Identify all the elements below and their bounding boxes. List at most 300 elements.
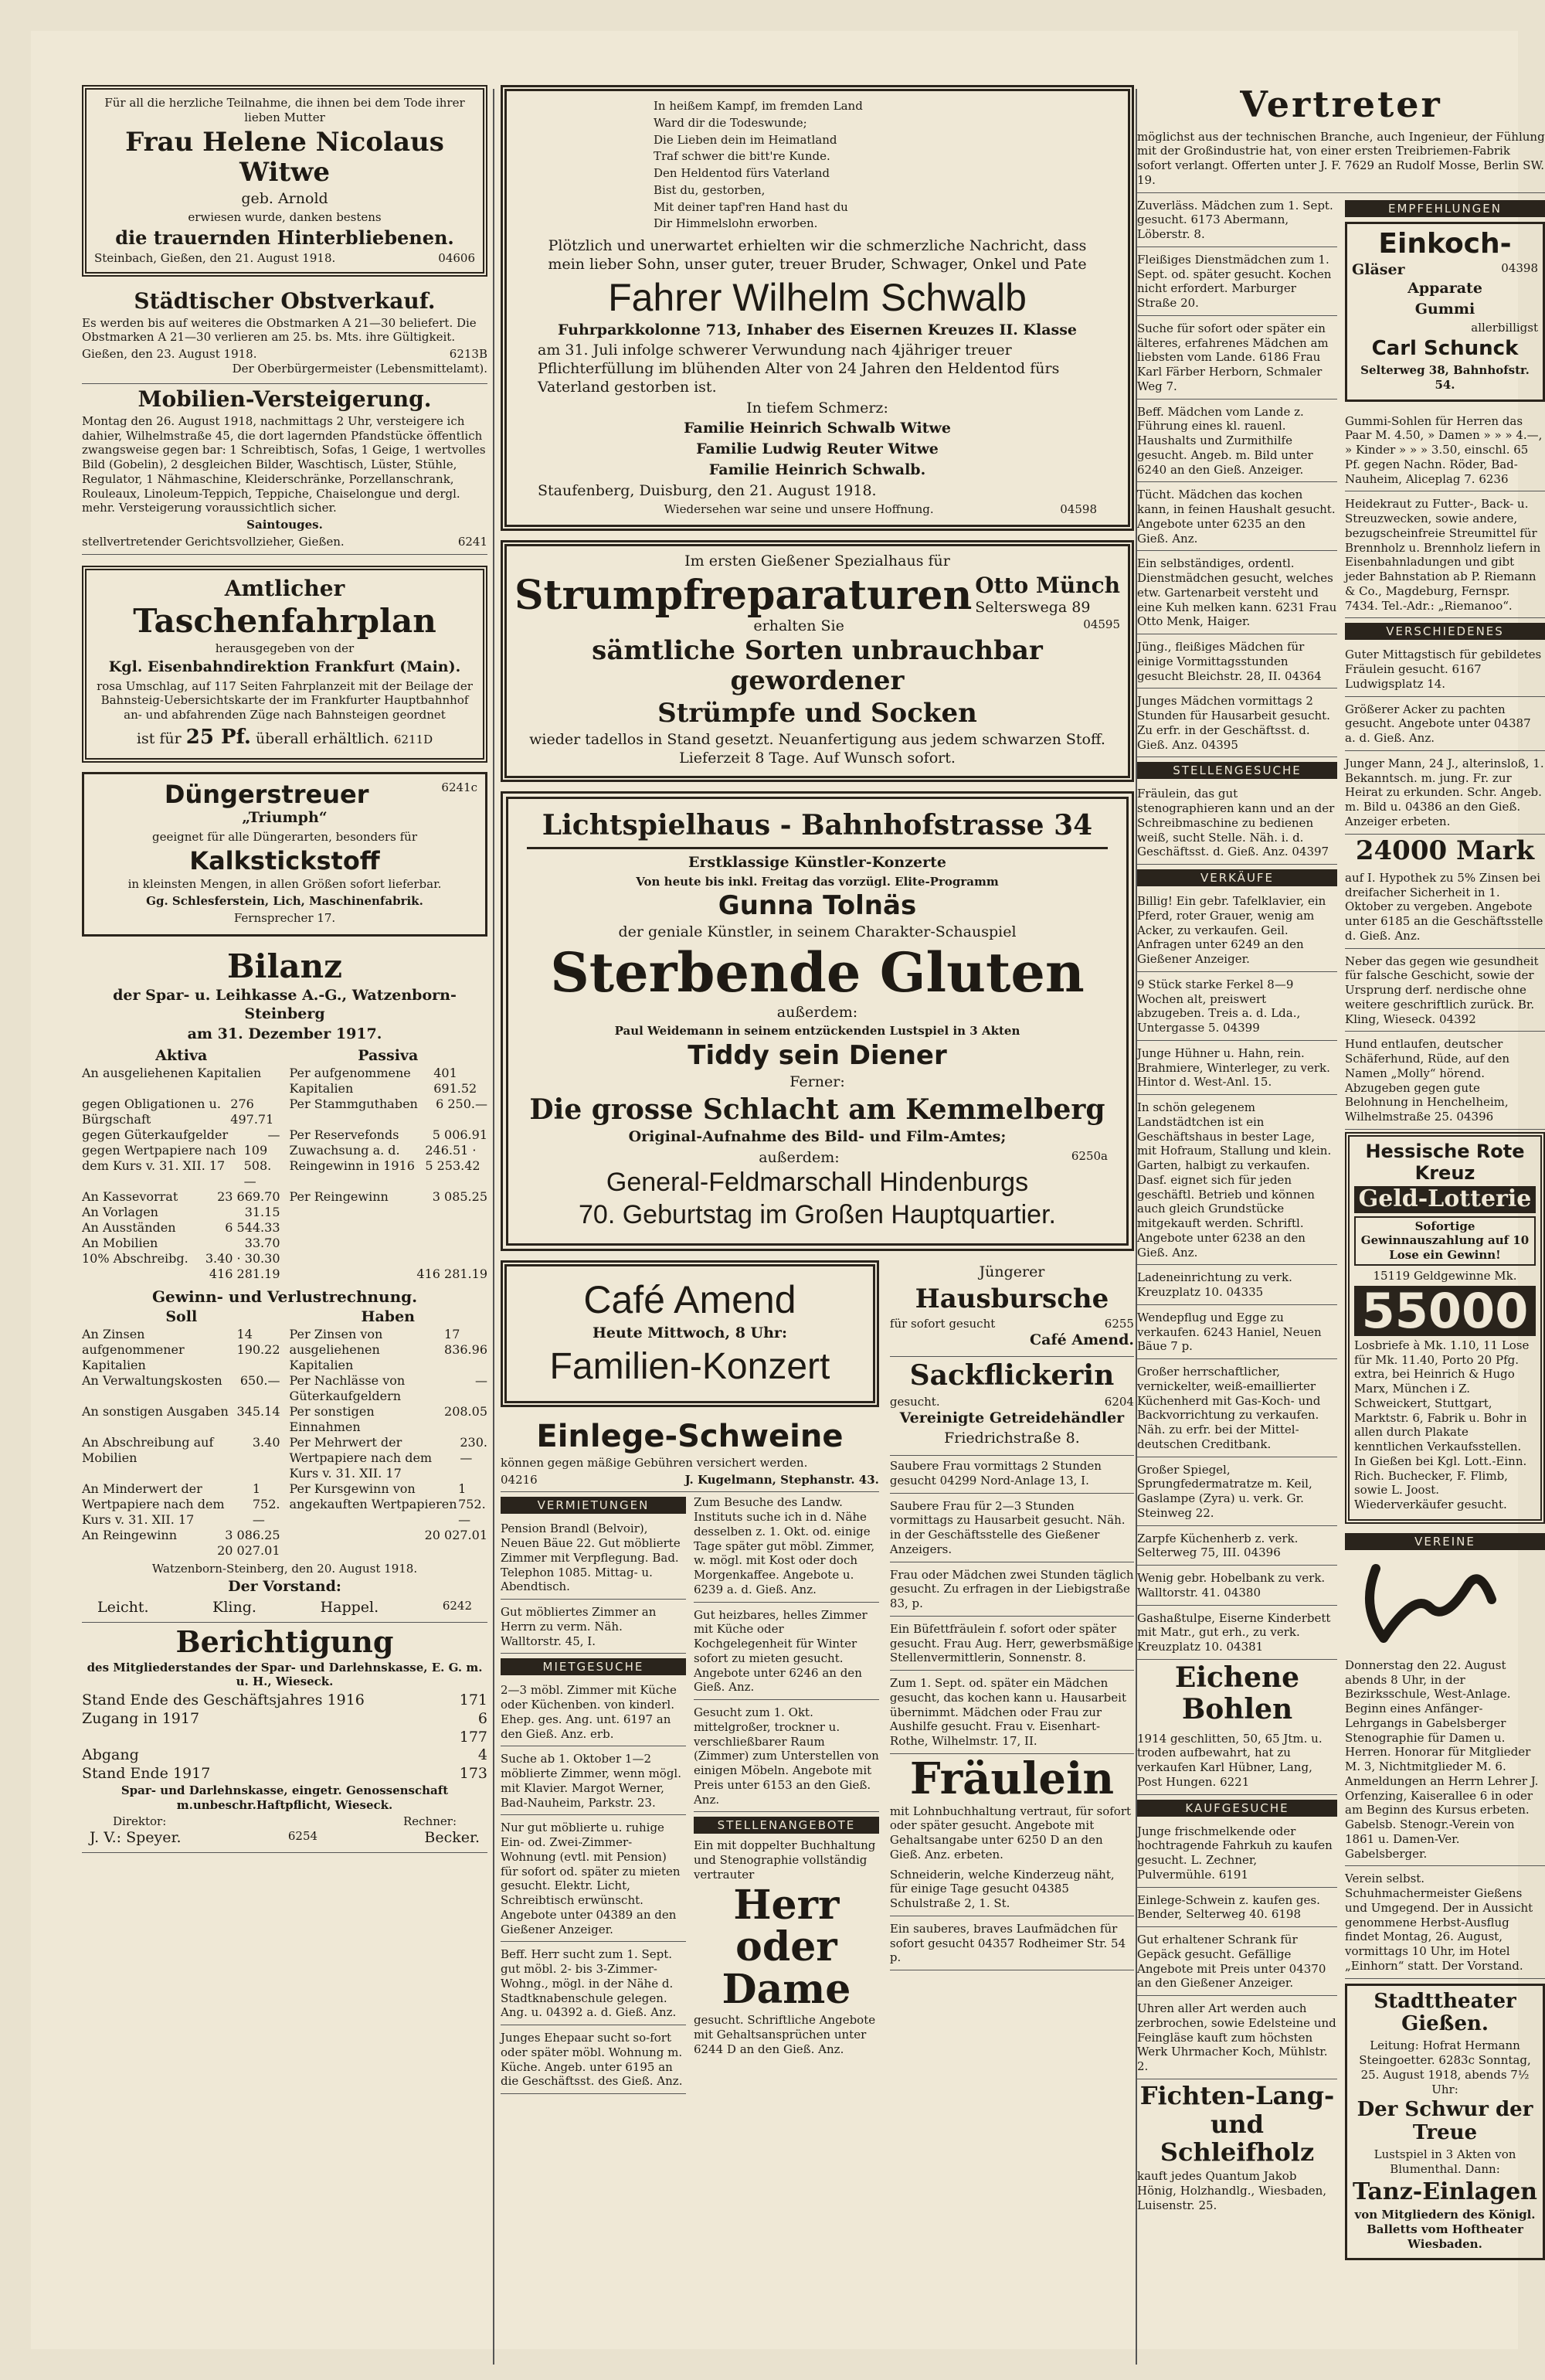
hausbursche-ad [890, 1260, 1134, 1357]
soll-label: An Verwaltungskosten [82, 1372, 222, 1388]
kino-f3: Die grosse Schlacht am Kemmelberg [529, 1093, 1105, 1127]
rentals [501, 1492, 879, 2096]
aktiva-label: gegen Güterkaufgelder [82, 1127, 229, 1142]
stellen-item: Frau oder Mädchen zwei Stunden täglich gesucht. Zu erfragen in der Liebigstraße 83, p. [890, 1565, 1134, 1617]
vermietung-item: Pension Brandl (Belvoir), Neuen Bäue 22. Gut möblierte Zimmer mit Verpflegung. Bad. Telephon 1085. Mittag- u. Abendtisch. [501, 1518, 686, 1600]
fahrplan-org: Kgl. Eisenbahndirektion Frankfurt (Main). [108, 658, 461, 675]
passiva-value: 246.51 · 5 253.42 [425, 1142, 480, 1173]
job-ad-item: Jüng., fleißiges Mädchen für einige Vormittagsstunden gesucht Bleichstr. 28, II. 04364 [1137, 637, 1337, 688]
job-ad-item: Junges Mädchen vormittags 2 Stunden für Hausarbeit gesucht. Zu erfr. in der Geschäftsst. d. Gieß. Anz. 04395 [1137, 691, 1337, 757]
haben-value: 230.— [460, 1434, 487, 1465]
lotto-title: Hessische Rote Kreuz [1365, 1140, 1525, 1184]
haben-value: 1 752.— [458, 1481, 486, 1527]
bericht-value: 173 [459, 1765, 487, 1783]
duenger-ad [82, 772, 487, 936]
verkauf-item: Großer herrschaftlicher, vernickelter, weiß-emaillierter Küchenherd mit Gas-Koch- und Backvorrichtung zu verkaufen. Näh. zu erfr. bei der Mittel-deutschen Creditbank. [1137, 1362, 1337, 1457]
aktiva-value: 416 281.19 [209, 1266, 280, 1281]
theater-title: Stadttheater Gießen. [1374, 1989, 1516, 2036]
passiva-row [290, 1251, 488, 1266]
stellen-item: Ein Büfettfräulein f. sofort oder später gesucht. Frau Aug. Herr, gewerbsmäßige Stellenvermittlerin, Sonnenstr. 8. [890, 1619, 1134, 1671]
born-name: geb. Arnold [241, 189, 328, 207]
einkoch-apparate: Apparate [1407, 279, 1482, 297]
aktiva-label: An ausgeliehenen Kapitalien [82, 1065, 262, 1080]
soll-row [82, 1404, 280, 1435]
passiva-row [290, 1236, 488, 1251]
job-ad-item: Zuverläss. Mädchen zum 1. Sept. gesucht. 6173 Abermann, Löberstr. 8. [1137, 196, 1337, 247]
col3-left [1137, 196, 1337, 2270]
strumpf-big: Strumpfreparaturen [514, 571, 973, 619]
ad-code: 04216 [501, 1472, 538, 1487]
bericht-label: Stand Ende 1917 [82, 1765, 211, 1783]
fichten-title: Fichten-Lang- und Schleifholz [1139, 2080, 1335, 2168]
ad-code: 04606 [438, 250, 475, 265]
passiva-label: Per Reingewinn [289, 1188, 389, 1204]
bericht-footer: Spar- und Darlehnskasse, eingetr. Genossenschaft m.unbeschr.Haftpflicht, Wieseck. [121, 1783, 449, 1812]
kino-orig: Original-Aufnahme des Bild- und Film-Amtes; [628, 1128, 1007, 1146]
vereine-header: VEREINE [1345, 1533, 1545, 1550]
fahrplan-ad [82, 566, 487, 763]
theater-ad [1345, 1984, 1545, 2261]
haus-big: Hausbursche [915, 1283, 1109, 1314]
sack-street: Friedrichstraße 8. [944, 1430, 1080, 1447]
bericht-value: 177 [459, 1728, 487, 1746]
price: 25 Pf. [185, 725, 251, 749]
bohlen-title: Eichene Bohlen [1174, 1661, 1300, 1726]
passiva-row [290, 1066, 488, 1096]
kaufgesuche [1137, 1821, 1337, 2079]
column-3 [1137, 85, 1545, 2365]
haben-row [290, 1528, 488, 1543]
einkoch-glaeser: Gläser [1352, 261, 1405, 279]
cafe-name: Café Amend [583, 1278, 796, 1322]
soll-row [82, 1528, 280, 1543]
aktiva-value: 31.15 [244, 1204, 280, 1219]
col2-lower [501, 1260, 1134, 2096]
verschiedenes-item: Guter Mittagstisch für gebildetes Fräulein gesucht. 6167 Ludwigsplatz 14. [1345, 644, 1545, 696]
aktiva-row [82, 1251, 280, 1266]
poem-line: Bist du, gestorben, [654, 182, 766, 197]
haben-label: Per Mehrwert der Wertpapiere nach dem Kurs v. 31. XII. 17 [289, 1434, 433, 1481]
lotto-geld: Geld-Lotterie [1354, 1186, 1536, 1213]
herr-body: gesucht. Schriftliche Angebote mit Gehaltsansprüchen unter 6244 D an den Gieß. Anz. [693, 2013, 876, 2056]
soll-value: 650.— [239, 1372, 280, 1388]
theater-d: von Mitgliedern des Königl. Balletts vom Hoftheater Wiesbaden. [1354, 2208, 1536, 2251]
bericht-row [82, 1746, 487, 1765]
newspaper-page [31, 31, 1545, 2349]
verkauf-item: Zarpfe Küchenherb z. verk. Selterweg 75, III. 04396 [1137, 1528, 1337, 1566]
haben-value: — [475, 1372, 487, 1388]
aktiva-value: 276 497.71 [230, 1096, 274, 1127]
haben-head: Haben [361, 1307, 415, 1325]
soll-row [82, 1373, 280, 1404]
schwalb-body: am 31. Juli infolge schwerer Verwundung nach 4jähriger treuer Pflichterfüllung im blühenden Alter von 24 Jahren den Heldentod fürs Vaterland gestorben ist. [538, 342, 1060, 396]
direktor-name: J. V.: Speyer. [90, 1829, 182, 1847]
col2-lower-left [501, 1260, 879, 2096]
ad-code: 04598 [1060, 502, 1097, 517]
aktiva-label: An Ausständen [82, 1219, 176, 1235]
haben-label: Per Zinsen von ausgeliehenen Kapitalien [289, 1326, 383, 1372]
haben-value: 17 836.96 [444, 1326, 487, 1357]
family-line: Familie Heinrich Schwalb. [708, 461, 926, 478]
job-ad-item: Tücht. Mädchen das kochen kann, in feinen Haushalt gesucht. Angebote unter 6235 an den Gieß. Anz. [1137, 484, 1337, 551]
kino-film: Sterbende Gluten [550, 940, 1085, 1005]
verein-item: Verein selbst. Schuhmachermeister Gießens und Umgegend. Der in Aussicht genommene Herbst-Ausflug findet Montag, 26. August, vormittags 10 Uhr, im Hotel „Einhorn“ statt. Der Vorstand. [1345, 1868, 1545, 1978]
kino-ad [501, 791, 1134, 1251]
gummi-sohlen-ad: Gummi-Sohlen für Herren das Paar M. 4.50, » Damen » » » 4.—, » Kinder » » » 3.50, einschl. 65 Pf. gegen Nachn. Röder, Bad-Nauheim, Aliceplag 7. 6236 [1345, 411, 1545, 492]
stenography-mark [1345, 1561, 1515, 1646]
stellen-item: Saubere Frau vormittags 2 Stunden gesucht 04299 Nord-Anlage 13, I. [890, 1456, 1134, 1494]
soll-label: An sonstigen Ausgaben [82, 1403, 229, 1419]
mietgesuche-header: MIETGESUCHE [501, 1658, 686, 1675]
passiva-value: 416 281.19 [416, 1266, 487, 1281]
soll-label: An Minderwert der Wertpapiere nach dem Kurs v. 31. XII. 17 [82, 1481, 225, 1527]
soll-value: 345.14 [236, 1403, 280, 1419]
job-ad-item: Beff. Mädchen vom Lande z. Führung eines kl. rauenl. Haushalts und Zurmithilfe gesucht. Angeb. m. Bild unter 6240 an den Gieß. Anzeiger. [1137, 402, 1337, 483]
verschiedenes [1345, 644, 1545, 834]
aktiva-row [82, 1143, 280, 1189]
soll-row [82, 1481, 280, 1528]
bilanz [82, 946, 487, 1623]
ad-code: 6211D [393, 732, 433, 746]
ad-code: 6254 [287, 1829, 318, 1844]
fraeulein-body: mit Lohnbuchhaltung vertraut, für sofort oder später gesucht. Angebote mit Gehaltsangabe unter 6250 D an den Gieß. Anz. erbeten. [889, 1804, 1132, 1862]
poem [538, 99, 1097, 231]
schwalb-place: Staufenberg, Duisburg, den 21. August 1918. [538, 481, 877, 499]
soll-value: 1 752.— [252, 1481, 280, 1527]
lotterie-ad [1345, 1132, 1545, 1524]
ad-code: 04595 [1083, 617, 1120, 631]
soll-value: 14 190.22 [236, 1326, 280, 1357]
obst-body: Es werden bis auf weiteres die Obstmarken A 21—30 beliefert. Die Obstmarken A 21—30 verlieren am 25. bs. Mts. ihre Gültigkeit. [82, 315, 477, 345]
einkoch-ad [1345, 222, 1545, 402]
column-1 [82, 85, 487, 2365]
death-notice-nicolaus [82, 85, 487, 277]
verkauf-item: In schön gelegenem Landstädtchen ist ein Geschäftshaus in bester Lage, mit Hofraum, Stallung und klein. Garten, halbigt zu verkaufen. Dasf. eignet sich für jeden geschäftl. Betrieb und können auch gleich Grundstücke mitgekauft werden. Schriftl. Angebote unter 6238 an den Gieß. Anz. [1137, 1097, 1337, 1265]
ad-code: 6204 [1104, 1394, 1134, 1409]
column-2 [501, 85, 1134, 2365]
soll-row [82, 1543, 280, 1559]
sack-ad [890, 1357, 1134, 1456]
schneiderin-ad: Schneiderin, welche Kinderzeug näht, für einige Tage gesucht 04385 Schulstraße 2, 1. St. [890, 1865, 1134, 1916]
job-ads [1137, 196, 1337, 758]
soll-row [82, 1435, 280, 1481]
soll-value: 3 086.25 [225, 1527, 280, 1542]
notice-text: erwiesen wurde, danken bestens [188, 210, 382, 225]
passiva-value: 3 085.25 [432, 1188, 487, 1204]
ad-code: 6241c [441, 780, 477, 795]
duenger-line: in kleinsten Mengen, in allen Größen sofort lieferbar. [127, 877, 442, 892]
bilanz-title: Bilanz [226, 947, 342, 985]
mietgesuche [501, 1680, 686, 2094]
verkauf-item: Wenig gebr. Hobelbank zu verk. Walltorstr. 41. 04380 [1137, 1568, 1337, 1606]
theater-body: Leitung: Hofrat Hermann Steingoetter. 6283c Sonntag, 25. August 1918, abends 7½ Uhr: [1359, 2038, 1531, 2096]
kino-f2: Tiddy sein Diener [688, 1040, 947, 1072]
bericht-row [82, 1729, 487, 1747]
price-pre: ist für [136, 729, 182, 747]
verkaeufe [1137, 891, 1337, 1660]
col3-right [1345, 196, 1545, 2270]
aktiva-row [82, 1189, 280, 1205]
kaufgesuch-item: Uhren aller Art werden auch zerbrochen, sowie Edelsteine und Feingläse kauft zum höchsten Werk Uhrmacher Koch, Mühlstr. 2. [1137, 1998, 1337, 2079]
haus-body: für sofort gesucht [889, 1316, 996, 1331]
schwalb-unit: Fuhrparkkolonne 713, Inhaber des Eisernen Kreuzes II. Klasse [558, 321, 1077, 338]
kino-ferner: Ferner: [789, 1073, 845, 1091]
soll-value: 20 027.01 [217, 1542, 280, 1558]
bericht-row [82, 1692, 487, 1710]
mobilien-sign: stellvertretender Gerichtsvollzieher, Gießen. [82, 534, 345, 549]
aktiva-row [82, 1096, 280, 1127]
passiva-row [290, 1127, 488, 1143]
haus-who: Café Amend. [1030, 1331, 1134, 1348]
strumpf-top: Im ersten Gießener Spezialhaus für [684, 552, 950, 570]
kino-prog: Von heute bis inkl. Freitag das vorzügl. Elite-Programm [636, 874, 999, 889]
strumpf-firm: Otto Münch [975, 573, 1120, 599]
aktiva-label: An Kassevorrat [82, 1188, 178, 1204]
bericht-label: Stand Ende des Geschäftsjahres 1916 [82, 1692, 365, 1709]
passiva-row [290, 1205, 488, 1220]
kino-l1: Paul Weidemann in seinem entzückenden Lustspiel in 3 Akten [614, 1024, 1020, 1039]
haben-row [290, 1327, 488, 1373]
death-notice-schwalb [501, 85, 1134, 531]
bericht-value: 171 [459, 1692, 487, 1709]
ad-code: 6241 [457, 534, 487, 549]
cafe-ad [501, 1260, 879, 1407]
stellen-item: Saubere Frau für 2—3 Stunden vormittags zu Hausarbeit gesucht. Näh. in der Geschäftsstelle des Gießener Anzeigers. [890, 1496, 1134, 1562]
verschiedenes-item: Junger Mann, 24 J., alterinsloß, 1. Bekanntsch. m. jung. Fr. zur Heirat zu erkunden. Schr. Angeb. m. Bild u. 04386 an den Gieß. Anzeiger erbeten. [1345, 753, 1545, 835]
aktiva-row [82, 1236, 280, 1251]
soll-label: An Reingewinn [82, 1527, 178, 1542]
mid-ads [694, 1492, 879, 1812]
verschiedenes-header: VERSCHIEDENES [1345, 623, 1545, 640]
aktiva-head: Aktiva [155, 1047, 208, 1065]
poem-line: Mit deiner tapf'ren Hand hast du [654, 199, 848, 214]
haben-row [290, 1543, 488, 1559]
duenger-line: geeignet für alle Düngerarten, besonders für [151, 829, 417, 844]
bericht-label: Zugang in 1917 [82, 1709, 200, 1727]
bilanz-date: am 31. Dezember 1917. [187, 1025, 382, 1043]
duenger-firm: Gg. Schlesferstein, Lich, Maschinenfabrik. [146, 894, 423, 909]
verkauf-item: Wendepflug und Egge zu verkaufen. 6243 Haniel, Neuen Bäue 7 p. [1137, 1307, 1337, 1359]
poem-line: Ward dir die Todeswunde; [654, 115, 807, 130]
haben-label: Per Kursgewinn von angekauften Wertpapieren [289, 1481, 457, 1511]
ad-code: 6213B [449, 347, 487, 362]
kino-konz: Erstklassige Künstler-Konzerte [688, 853, 946, 871]
ad-code: 6255 [1104, 1316, 1134, 1331]
rentals-left [501, 1492, 686, 2096]
passiva-row [290, 1143, 488, 1189]
aktiva-value: — [267, 1127, 280, 1142]
strumpf-get: erhalten Sie [753, 617, 844, 634]
verschiedenes-item: Größerer Acker zu pachten gesucht. Angebote unter 04387 a. d. Gieß. Anz. [1345, 699, 1545, 751]
mietgesuch-item: Junges Ehepaar sucht so-fort oder später möbl. Wohnung m. Küche. Angeb. unter 6195 an die Geschäftsst. des Gieß. Anz. [501, 2028, 686, 2094]
haben-row [290, 1435, 488, 1481]
fahrplan-body: rosa Umschlag, auf 117 Seiten Fahrplanzeit mit der Beilage der Bahnsteig-Uebersichtskarte der im Frankfurter Hauptbahnhof an- und abfahrenden Züge nach Bahnsteigen geordnet [97, 678, 473, 722]
kalkstickstoff: Kalkstickstoff [189, 845, 380, 876]
bericht-sub: des Mitgliederstandes der Spar- und Darlehnskasse, E. G. m. u. H., Wieseck. [87, 1660, 483, 1689]
poem-line: Den Heldentod fürs Vaterland [654, 166, 830, 180]
poem-line: Dir Himmelslohn erworben. [654, 216, 818, 231]
kaufgesuch-item: Gut erhaltener Schrank für Gepäck gesucht. Gefällige Angebote mit Preis unter 04370 an den Gießener Anzeiger. [1137, 1930, 1337, 1996]
schwalb-grief: In tiefem Schmerz: [746, 399, 888, 416]
soll-label: An Abschreibung auf Mobilien [82, 1434, 214, 1465]
strumpf-body: wieder tadellos in Stand gesetzt. Neuanfertigung aus jedem schwarzen Stoff. Lieferzeit 8 Tage. Auf Wunsch sofort. [529, 730, 1105, 767]
schweine-who: J. Kugelmann, Stephanstr. 43. [684, 1472, 879, 1487]
passiva-label: Per aufgenommene Kapitalien [289, 1065, 411, 1096]
lotto-body: Losbriefe à Mk. 1.10, 11 Lose für Mk. 11.40, Porto 20 Pfg. extra, bei Heinrich & Hugo Marx, München i Z. Schweickert, Stuttgart, Marktstr. 6, Fabrik u. Bohr in allen durch Plakate kenntlichen Verkaufsstellen. In Gießen bei Kgl. Lott.-Einn. Rich. Buchecker, F. Flimb, sowie L. Joost. Wiederverkäufer gesucht. [1354, 1338, 1530, 1511]
strumpf-line1: sämtliche Sorten unbrauchbar gewordener [592, 634, 1043, 696]
haben-label: Per sonstigen Einnahmen [289, 1403, 375, 1434]
soll-row [82, 1327, 280, 1373]
job-ad-item: Ein selbständiges, ordentl. Dienstmädchen gesucht, welches etw. Gartenarbeit versteht und eine Kuh melken kann. 6231 Frau Otto Menk, Haiger. [1137, 553, 1337, 634]
verkauf-item: Großer Spiegel, Sprungfedermatratze m. Keil, Gaslampe (Zyra) u. verk. Gr. Steinweg 22. [1137, 1460, 1337, 1526]
strumpf-line2: Strümpfe und Socken [657, 697, 977, 729]
mobilien-notice [82, 384, 487, 555]
einkoch-gummi: Gummi [1414, 300, 1475, 318]
haben-row [290, 1481, 488, 1528]
bericht-label: Abgang [82, 1746, 139, 1764]
lotto-amount: 55000 [1354, 1286, 1536, 1336]
ad-code: 6242 [442, 1599, 472, 1613]
rechner-name: Becker. [424, 1829, 480, 1847]
strumpf-street: Selterswega 89 [975, 598, 1091, 616]
kino-also: außerdem: [776, 1003, 858, 1021]
obst-title: Städtischer Obstverkauf. [134, 287, 436, 314]
laufmaedchen-ad: Ein sauberes, braves Laufmädchen für sofort gesucht 04357 Rodheimer Str. 54 p. [890, 1919, 1134, 1970]
verkauf-item: Junge Hühner u. Hahn, rein. Brahmiere, Winterleger, zu verk. Hintor d. West-Anl. 15. [1137, 1043, 1337, 1095]
vorstand: Der Vorstand: [228, 1578, 341, 1596]
bericht-row [82, 1765, 487, 1783]
schwalb-end: Wiedersehen war seine und unsere Hoffnung. [664, 502, 934, 517]
sack-body: gesucht. [889, 1394, 940, 1409]
lotto-count: 15119 Geldgewinne Mk. [1373, 1268, 1517, 1283]
rechner-label: Rechner: [403, 1814, 457, 1829]
aktiva-label: 10% Abschreibg. [82, 1250, 188, 1266]
kino-f4a: General-Feldmarschall Hindenburgs [606, 1167, 1029, 1197]
vertreter-body: möglichst aus der technischen Branche, auch Ingenieur, der Fühlung mit der Großindustrie hat, von einer ersten Treibriemen-Fabrik sofort verlangt. Offerten unter J. F. 7629 an Rudolf Mosse, Berlin SW. 19. [1137, 127, 1545, 193]
sack-firm: Vereinigte Getreidehändler [899, 1409, 1125, 1426]
mietgesuch-item: Beff. Herr sucht zum 1. Sept. gut möbl. 2- bis 3-Zimmer-Wohng., mögl. in der Nähe d. Stadtknabenschule gelegen. Ang. u. 04392 a. d. Gieß. Anz. [501, 1944, 686, 2025]
passiva-row [290, 1220, 488, 1236]
bohlen-body: 1914 geschlitten, 50, 65 Jtm. u. troden aufbewahrt, hat zu verkaufen Karl Hübner, Lang, Post Hungen. 6221 [1137, 1729, 1337, 1795]
vermietungen [501, 1518, 686, 1654]
stell-text: Ein mit doppelter Buchhaltung und Stenographie vollständig vertrauter [693, 1838, 876, 1882]
notice-intro: Für all die herzliche Teilnahme, die ihnen bei dem Tode ihrer lieben Mutter [104, 96, 465, 124]
verkauf-item: Ladeneinrichtung zu verk. Kreuzplatz 10. 04335 [1137, 1267, 1337, 1305]
verkaeufe-header: VERKÄUFE [1137, 869, 1337, 886]
obstverkauf-notice [82, 286, 487, 384]
family-sign: die trauernden Hinterbliebenen. [115, 226, 454, 250]
verein-item: Donnerstag den 22. August abends 8 Uhr, in der Bezirksschule, West-Anlage. Beginn eines Anfänger-Lehrgangs in Gabelsberger Stenographie für Damen u. Herren. Honorar für Mitglieder M. 3, Nichtmitglieder M. 6. Anmeldungen an Herrn Lehrer J. Orfenzing, Kaiserallee 6 in oder am Beginn des Kursus erbeten. Gabelsb. Stenogr.-Verein von 1861 u. Damen-Ver. Gabelsberger. [1345, 1655, 1545, 1867]
aktiva-value: 3.40 · 30.30 [205, 1250, 280, 1266]
bericht-rows [82, 1692, 487, 1783]
direktor-label: Direktor: [113, 1814, 167, 1829]
fraeulein-big: Fräulein [909, 1753, 1115, 1804]
place-date: Steinbach, Gießen, den 21. August 1918. [94, 250, 336, 265]
rentals-right [694, 1492, 879, 2096]
bilanz-place: Watzenborn-Steinberg, den 20. August 1918. [151, 1561, 418, 1576]
stellenangebote-header: STELLENANGEBOTE [694, 1817, 879, 1834]
strumpf-ad [501, 540, 1134, 782]
passiva-row [290, 1266, 488, 1282]
vertreter-title: Vertreter [1240, 83, 1442, 125]
column-rule [493, 89, 494, 2365]
job-ad-item: Fleißiges Dienstmädchen zum 1. Sept. od. später gesucht. Kochen nicht erfordert. Marburger Straße 20. [1137, 250, 1337, 316]
passiva-row [290, 1189, 488, 1205]
aktiva-row [82, 1066, 280, 1096]
bericht-title: Berichtigung [175, 1624, 394, 1659]
family-line: Familie Ludwig Reuter Witwe [696, 440, 939, 457]
schweine-title: Einlege-Schweine [536, 1418, 844, 1454]
poem-line: In heißem Kampf, im fremden Land [654, 99, 863, 113]
empfehlungen-header: EMPFEHLUNGEN [1345, 200, 1545, 217]
heidekraut-ad: Heidekraut zu Futter-, Back- u. Streuzwecken, sowie andere, bezugscheinfreie Streumittel für Brennholz u. Brennholz liefern in Eisenbahnladungen und gibt jeder Bahnstation ab P. Riemann & Co., Magdeburg, Fernspr. 7434. Tel.-Adr.: „Riemanoo“. [1345, 494, 1545, 618]
gv-table [82, 1327, 487, 1559]
theater-play: Der Schwur der Treue [1357, 2098, 1533, 2145]
cafe-when: Heute Mittwoch, 8 Uhr: [592, 1324, 787, 1342]
mietgesuch-item: Nur gut möblierte u. ruhige Ein- od. Zwei-Zimmer-Wohnung (evtl. mit Pension) für sofort od. später zu mieten gesucht. Elektr. Licht, Schreibtisch erwünscht. Angebote unter 04389 an den Gießener Anzeiger. [501, 1817, 686, 1942]
aktiva-row [82, 1127, 280, 1143]
kaufgesuch-item: Einlege-Schwein z. kaufen ges. Bender, Selterweg 40. 6198 [1137, 1890, 1337, 1928]
gesuche-text: Fräulein, das gut stenographieren kann und an der Schreibmaschine zu bedienen weiß, sucht Stelle. Näh. i. d. Geschäftsst. d. Gieß. Anz. 04397 [1137, 784, 1337, 865]
cafe-what: Familien-Konzert [549, 1345, 830, 1387]
haben-value: 208.05 [444, 1403, 487, 1419]
right-ads [890, 1456, 1134, 1754]
aktiva-label: An Mobilien [82, 1235, 158, 1250]
aktiva-value: 6 544.33 [225, 1219, 280, 1235]
name-leicht: Leicht. [97, 1599, 149, 1617]
theater-dance: Tanz-Einlagen [1353, 2178, 1537, 2205]
bericht-value: 6 [477, 1709, 487, 1727]
passiva-label: Zuwachsung a. d. Reingewinn in 1916 [289, 1142, 415, 1173]
vermietungen-header: VERMIETUNGEN [501, 1497, 686, 1514]
fahrplan-top: Amtlicher [224, 575, 345, 601]
einkoch-side: allerbilligst [1471, 321, 1538, 335]
bilanz-table [82, 1066, 487, 1282]
soll-head: Soll [165, 1307, 198, 1325]
kaufgesuche-header: KAUFGESUCHE [1137, 1800, 1337, 1817]
duenger-title: Düngerstreuer [164, 780, 369, 810]
bericht-row [82, 1710, 487, 1729]
duenger-sub: „Triumph“ [242, 809, 328, 827]
deceased-name: Frau Helene Nicolaus Witwe [125, 126, 444, 188]
aktiva-row [82, 1266, 280, 1282]
mietgesuch-item: Suche ab 1. Oktober 1—2 möblierte Zimmer, wenn mögl. mit Klavier. Margot Werner, Bad-Nauheim, Parkstr. 23. [501, 1749, 686, 1815]
verkauf-item: 9 Stück starke Ferkel 8—9 Wochen alt, preiswert abzugeben. Treis a. d. Lda., Untergasse 5. 04399 [1137, 974, 1337, 1041]
schunck-addr: Selterweg 38, Bahnhofstr. 54. [1360, 363, 1530, 392]
col2-lower-right [890, 1260, 1134, 2096]
mietgesuch-item: Gut heizbares, helles Zimmer mit Küche oder Kochgelegenheit für Winter sofort zu mieten gesucht. Angebote unter 6246 an den Gieß. Anz. [694, 1605, 879, 1701]
bilanz-sub: der Spar- u. Leihkasse A.-G., Watzenborn-Steinberg [113, 986, 457, 1022]
passiva-value: 5 006.91 [432, 1127, 487, 1142]
aktiva-row [82, 1205, 280, 1220]
name-happel: Happel. [320, 1599, 379, 1617]
mietgesuch-item: Gesucht zum 1. Okt. mittelgroßer, trockner u. verschließbarer Raum (Zimmer) zum Unterstellen von einigen Möbeln. Angebote mit Preis unter 6153 an den Gieß. Anz. [694, 1702, 879, 1812]
kino-desc: der geniale Künstler, in seinem Charakter-Schauspiel [618, 923, 1017, 941]
soll-value: 3.40 [252, 1434, 280, 1450]
fund-ad: Neber das gegen wie gesundheit für falsche Geschicht, sowie der Ursprung derf. nerdische ohne weitere geschriftlich zurück. Br. Kling, Wieseck. 04392 [1345, 951, 1545, 1032]
stellengesuche-header: STELLENGESUCHE [1137, 762, 1337, 779]
mobilien-name: Saintouges. [246, 518, 323, 532]
col3-grid [1137, 196, 1545, 2270]
herr-oder-dame: Herr oder Dame [722, 1881, 851, 2013]
mobilien-title: Mobilien-Versteigerung. [138, 386, 432, 412]
verkauf-item: Billig! Ein gebr. Tafelklavier, ein Pferd, roter Grauer, wenig am Acker, zu verkaufen. Geil. Anfragen unter 6249 an den Gießener Anzeiger. [1137, 891, 1337, 972]
vermietung-item: Gut möbliertes Zimmer an Herrn zu verm. Näh. Walltorstr. 45, I. [501, 1602, 686, 1654]
bericht-value: 4 [477, 1746, 487, 1764]
aktiva-value: 109 508.— [243, 1142, 272, 1188]
soll-label: An Zinsen aufgenommener Kapitalien [82, 1326, 185, 1372]
passiva-value: 401 691.52 [433, 1065, 477, 1096]
